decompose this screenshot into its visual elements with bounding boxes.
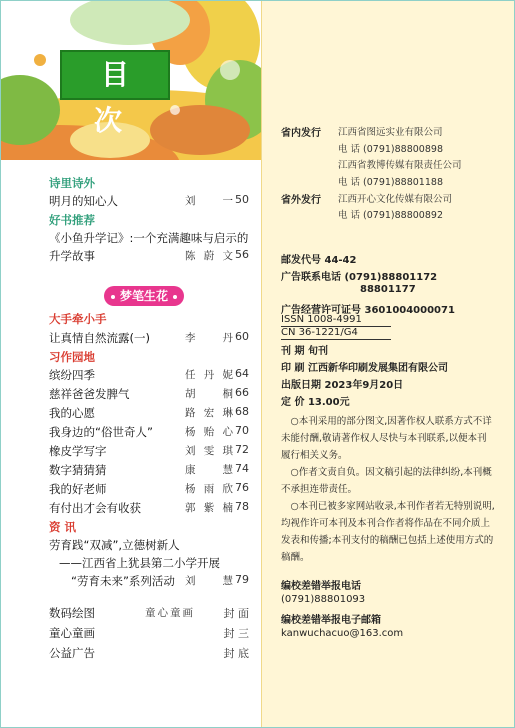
toc-row: [49, 367, 249, 383]
toc-author: 刘 慧: [185, 575, 233, 587]
toc-row: [49, 605, 249, 621]
toc-title: 我身边的“俗世奇人”: [49, 425, 153, 439]
toc-author: 康 慧: [185, 464, 233, 476]
domestic-company: 江西省图远实业有限公司: [338, 127, 443, 138]
toc-title: 童心童画: [49, 626, 95, 640]
overseas-label: 省外发行: [281, 195, 321, 206]
section-shili: 诗里诗外: [49, 176, 95, 190]
domestic-label: 省内发行: [281, 128, 321, 139]
toc-title: 数码绘图: [49, 606, 95, 620]
toc-page: 封 三: [223, 627, 249, 640]
domestic-phone-2: 电 话 (0791)88801188: [338, 177, 443, 188]
toc-row: [49, 555, 259, 571]
column-divider: [261, 0, 262, 728]
toc-author: 李 丹: [185, 332, 233, 344]
section-xizuo: 习作园地: [49, 350, 95, 364]
price: 定 价 13.00元: [281, 397, 350, 408]
toc-title: 让真情自然流露(一): [49, 331, 150, 345]
notice-3: ○本刊已被多家网站收录,本刊作者若无特别说明,均视作许可本刊及本刊合作者将作品在不同介质上发表和传播;本刊支付的稿酬已包括上述使用方式的稿酬。: [281, 501, 495, 563]
title-box: [60, 50, 170, 137]
toc-page: 76: [235, 481, 249, 494]
notice-block: [281, 413, 496, 566]
toc-row: [49, 462, 249, 478]
toc-row: [49, 573, 249, 589]
toc-page: 60: [235, 330, 249, 343]
toc-page: 56: [235, 248, 249, 261]
toc-author: 杨贻心: [185, 426, 233, 438]
page-title: 目 次: [93, 58, 143, 137]
period: 刊 期 旬刊: [281, 346, 328, 357]
toc-row: [49, 230, 259, 246]
toc-author: 刘 一: [185, 195, 233, 207]
toc-title: 我的好老师: [49, 482, 107, 496]
toc-row: [49, 248, 249, 264]
report-email[interactable]: kanwuchacuo@163.com: [281, 628, 404, 639]
toc-row: [49, 481, 249, 497]
notice-2: ○作者文责自负。因文稿引起的法律纠纷,本刊概不承担连带责任。: [281, 467, 492, 495]
report-phone: (0791)88801093: [281, 594, 366, 605]
overseas-company: 江西开心文化传媒有限公司: [338, 194, 453, 205]
toc-page: 64: [235, 367, 249, 380]
toc-page: 78: [235, 500, 249, 513]
notice-1: ○本刊采用的部分图文,因著作权人联系方式不详未能付酬,敬请著作权人尽快与本刊联系,以便本刊履行相关义务。: [281, 416, 492, 461]
ad-phone-2: 88801177: [360, 284, 416, 295]
toc-page: 70: [235, 424, 249, 437]
toc-author: 陈蔚文: [185, 250, 233, 262]
toc-row: [49, 500, 249, 516]
section-badge: [104, 286, 184, 306]
toc-author: 杨雨欣: [185, 483, 233, 495]
toc-row: [49, 386, 249, 402]
section-zixun: 资 讯: [49, 520, 77, 534]
cn-rule: [281, 339, 391, 340]
ad-license: 广告经营许可证号 3601004000071: [281, 305, 455, 316]
toc-title: 明月的知心人: [49, 194, 118, 208]
domestic-company-2: 江西省教博传媒有限责任公司: [338, 160, 462, 171]
toc-row: [49, 424, 249, 440]
toc-title: 劳育践“双减”,立德树新人: [49, 538, 180, 552]
report-phone-label: 编校差错举报电话: [281, 581, 361, 592]
toc-page: 封 面: [223, 607, 249, 620]
printer: 印 刷 江西新华印刷发展集团有限公司: [281, 363, 448, 374]
toc-row: [49, 405, 249, 421]
toc-page: 50: [235, 193, 249, 206]
toc-author: 郭紫楠: [185, 502, 233, 514]
badge-label: 梦笔生花: [119, 289, 168, 303]
postal-code: 邮发代号 44-42: [281, 255, 357, 266]
toc-row: [49, 193, 249, 209]
toc-author: 胡 桐: [185, 388, 233, 400]
domestic-phone-1: 电 话 (0791)88800898: [338, 144, 443, 155]
toc-title: 《小鱼升学记》:一个充满趣味与启示的: [49, 231, 249, 245]
toc-page: 66: [235, 386, 249, 399]
toc-page: 68: [235, 405, 249, 418]
toc-page: 74: [235, 462, 249, 475]
toc-title: 数字猜猜猜: [49, 463, 107, 477]
issn: ISSN 1008-4991: [281, 314, 362, 325]
toc-title: 公益广告: [49, 646, 95, 660]
toc-title: 升学故事: [49, 249, 95, 263]
toc-author: 路宏琳: [185, 407, 233, 419]
toc-title: 慈祥爸爸发脾气: [49, 387, 130, 401]
toc-page: 封 底: [223, 647, 249, 660]
overseas-phone: 电 话 (0791)88800892: [338, 210, 443, 221]
section-dashou: 大手牵小手: [49, 312, 107, 326]
toc-row: [49, 645, 249, 661]
toc-row: [49, 330, 249, 346]
toc-title: 有付出才会有收获: [49, 501, 141, 515]
toc-title: “劳育未来”系列活动: [71, 574, 175, 588]
toc-author: 童心童画: [145, 607, 193, 619]
toc-row: [49, 625, 249, 641]
toc-row: [49, 537, 259, 553]
toc-page: 72: [235, 443, 249, 456]
report-email-label: 编校差错举报电子邮箱: [281, 615, 381, 626]
toc-title: 橡皮学写字: [49, 444, 107, 458]
publish-date: 出版日期 2023年9月20日: [281, 380, 404, 391]
toc-author: 刘雯琪: [185, 445, 233, 457]
cn-number: CN 36-1221/G4: [281, 327, 358, 338]
toc-author: 任丹妮: [185, 369, 233, 381]
toc-title: 我的心愿: [49, 406, 95, 420]
ad-phone: 广告联系电话 (0791)88801172: [281, 272, 438, 283]
toc-page: 79: [235, 573, 249, 586]
toc-title: 缤纷四季: [49, 368, 95, 382]
toc-row: [49, 443, 249, 459]
toc-title: ——江西省上犹县第二小学开展: [59, 556, 220, 570]
section-haoshu: 好书推荐: [49, 213, 95, 227]
